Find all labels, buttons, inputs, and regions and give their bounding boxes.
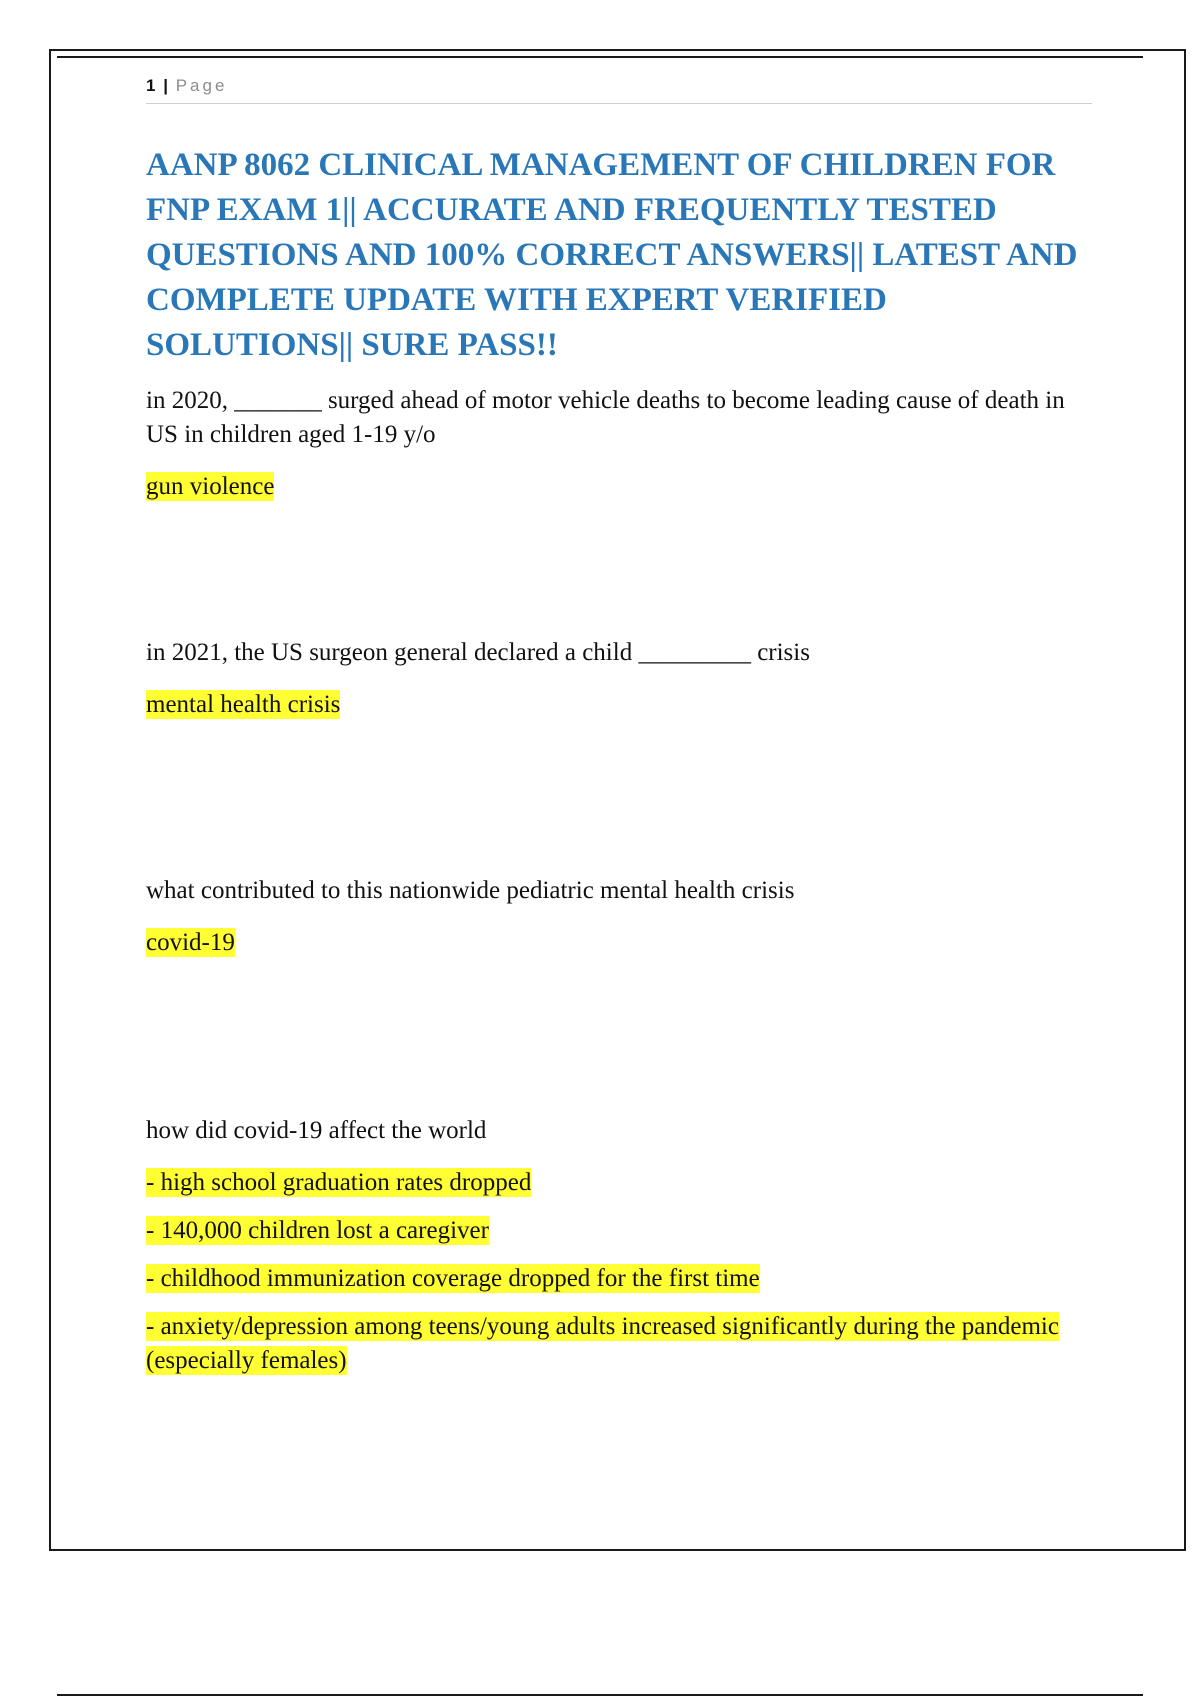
question-text: in 2021, the US surgeon general declared a child _________ crisis <box>146 639 810 666</box>
top-rule <box>57 56 1143 58</box>
answer-highlight: - 140,000 children lost a caregiver <box>146 1217 489 1244</box>
page-number: 1 <box>146 76 156 95</box>
bottom-rule <box>57 1694 1143 1696</box>
qa-item <box>146 384 1096 504</box>
spacer <box>146 518 1096 636</box>
answer-text <box>146 1214 1096 1248</box>
answer-text <box>146 1262 1096 1296</box>
qa-item <box>146 874 1096 960</box>
spacer <box>146 974 1096 1114</box>
answer-text <box>146 688 1096 722</box>
answer-text <box>146 926 1096 960</box>
qa-content <box>146 384 1096 1392</box>
answer-text <box>146 1310 1096 1378</box>
page-separator: | <box>163 76 168 95</box>
question-text: in 2020, _______ surged ahead of motor vehicle deaths to become leading cause of death in US in children aged 1-19 y/o <box>146 387 1065 448</box>
document-title: AANP 8062 CLINICAL MANAGEMENT OF CHILDREN FOR FNP EXAM 1|| ACCURATE AND FREQUENTLY TESTED QUESTIONS AND 100% CORRECT ANSWERS|| LATEST AND COMPLETE UPDATE WITH EXPERT VERIFIED SOLUTIONS|| SURE PASS!! <box>146 147 1078 363</box>
answer-highlight: gun violence <box>146 473 275 500</box>
spacer <box>146 736 1096 874</box>
answer-highlight: mental health crisis <box>146 691 341 718</box>
answer-highlight: - childhood immunization coverage dropped for the first time <box>146 1265 760 1292</box>
question-text: what contributed to this nationwide pediatric mental health crisis <box>146 877 795 904</box>
answer-text <box>146 470 1096 504</box>
page-label: Page <box>175 76 228 95</box>
qa-item <box>146 636 1096 722</box>
answer-highlight: covid-19 <box>146 929 235 956</box>
question-text: how did covid-19 affect the world <box>146 1117 487 1144</box>
page-header <box>146 75 1092 104</box>
qa-item <box>146 1114 1096 1378</box>
answer-text <box>146 1166 1096 1200</box>
answer-highlight: - high school graduation rates dropped <box>146 1169 532 1196</box>
answer-highlight: - anxiety/depression among teens/young adults increased significantly during the pandemic (especially females) <box>146 1313 1059 1374</box>
